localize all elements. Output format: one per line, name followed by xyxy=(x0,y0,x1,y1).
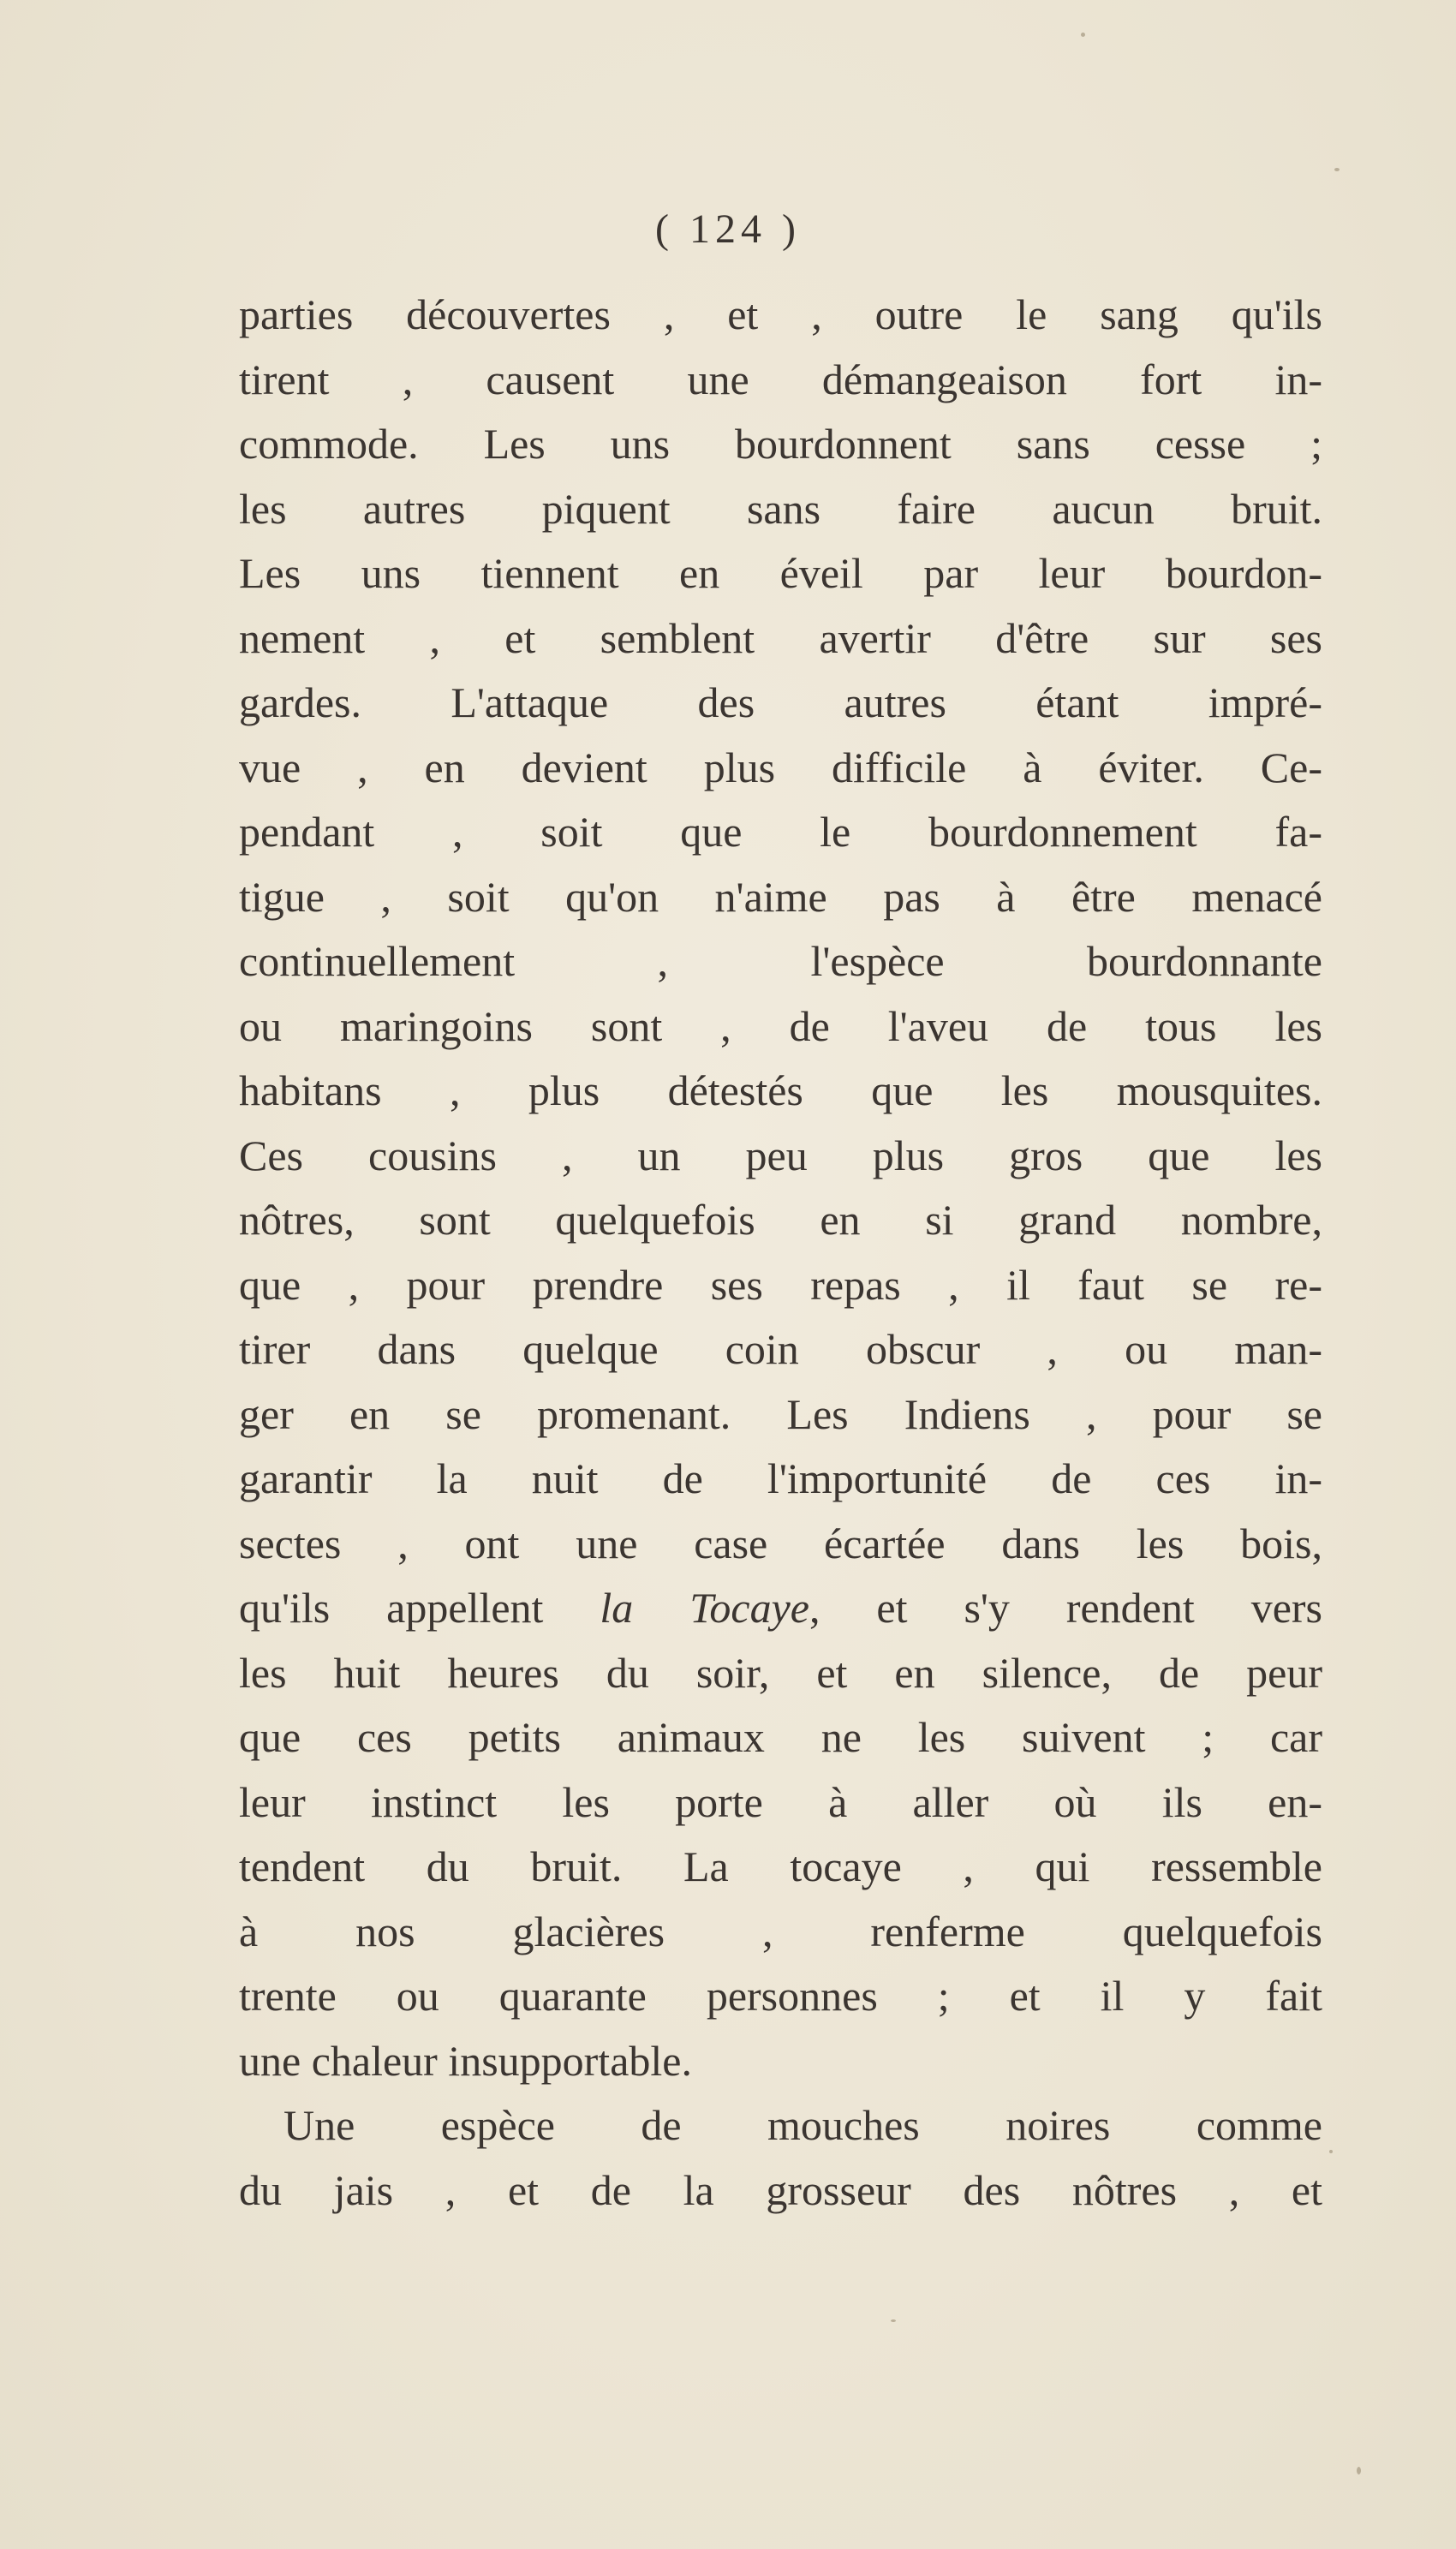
page-number: ( 124 ) xyxy=(655,206,801,252)
body-text xyxy=(239,283,1322,2223)
text-line: continuellement , l'espèce bourdonnante xyxy=(239,937,1322,985)
text-line: tirent , causent une démangeaison fort in- xyxy=(239,355,1322,403)
text-line: ger en se promenant. Les Indiens , pour se xyxy=(239,1389,1322,1438)
text-line: commode. Les uns bourdonnent sans cesse ; xyxy=(239,420,1322,468)
paper-speck xyxy=(1334,168,1340,171)
text-line: garantir la nuit de l'importunité de ces in- xyxy=(239,1454,1322,1502)
text-line: leur instinct les porte à aller où ils en- xyxy=(239,1777,1322,1826)
paper-speck xyxy=(1329,2150,1333,2153)
text-line xyxy=(239,1576,1322,1641)
italic-term: la Tocaye xyxy=(600,1584,809,1632)
paper-speck xyxy=(891,2319,896,2322)
text-line: habitans , plus détestés que les mousquites. xyxy=(239,1066,1322,1114)
text-line: sectes , ont une case écartée dans les bois, xyxy=(239,1519,1322,1567)
text-line: Les uns tiennent en éveil par leur bourdon- xyxy=(239,549,1322,597)
text-line: tigue , soit qu'on n'aime pas à être menacé xyxy=(239,872,1322,921)
text-line: tendent du bruit. La tocaye , qui ressemble xyxy=(239,1842,1322,1890)
text-line: les autres piquent sans faire aucun bruit. xyxy=(239,484,1322,533)
text-line: tirer dans quelque coin obscur , ou man- xyxy=(239,1325,1322,1373)
text-run: qu'ils appellent xyxy=(239,1584,600,1632)
text-line: gardes. L'attaque des autres étant impré- xyxy=(239,678,1322,726)
text-line: les huit heures du soir, et en silence, de peur xyxy=(239,1648,1322,1697)
text-run: , et s'y rendent vers xyxy=(809,1584,1322,1632)
text-line: nement , et semblent avertir d'être sur ses xyxy=(239,613,1322,662)
text-line: Une espèce de mouches noires comme xyxy=(283,2101,1322,2149)
text-line: pendant , soit que le bourdonnement fa- xyxy=(239,808,1322,856)
text-line: nôtres, sont quelquefois en si grand nombre, xyxy=(239,1196,1322,1244)
text-line: ou maringoins sont , de l'aveu de tous les xyxy=(239,1001,1322,1050)
text-line: parties découvertes , et , outre le sang qu'ils xyxy=(239,290,1322,338)
paper-speck xyxy=(1357,2467,1361,2474)
text-line: que ces petits animaux ne les suivent ; car xyxy=(239,1713,1322,1761)
text-line: à nos glacières , renferme quelquefois xyxy=(239,1907,1322,1955)
paper-speck xyxy=(1081,33,1085,37)
text-line: trente ou quarante personnes ; et il y fait xyxy=(239,1972,1322,2020)
text-line: que , pour prendre ses repas , il faut se re- xyxy=(239,1260,1322,1309)
text-line: du jais , et de la grosseur des nôtres , et xyxy=(239,2165,1322,2214)
text-line: une chaleur insupportable. xyxy=(239,2036,692,2085)
text-line: vue , en devient plus difficile à éviter. Ce- xyxy=(239,743,1322,791)
text-line: Ces cousins , un peu plus gros que les xyxy=(239,1131,1322,1179)
